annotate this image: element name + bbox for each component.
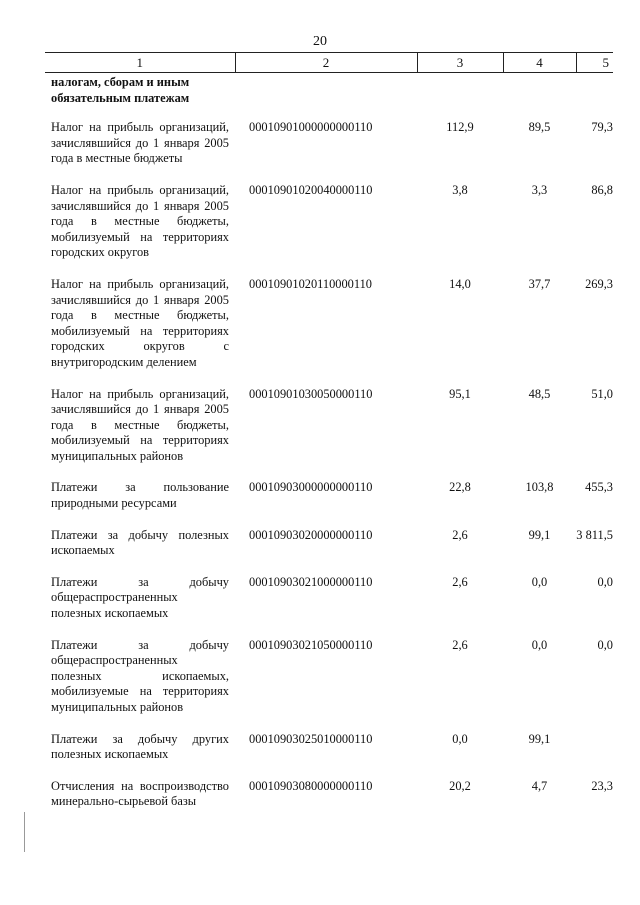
- row-value-3: 14,0: [449, 276, 471, 291]
- row-code: 00010903000000000110: [249, 480, 373, 495]
- table-row: [45, 387, 613, 481]
- column-header: 5: [576, 53, 613, 73]
- row-name: Платежи за добычу общераспространенных полезных ископаемых, мобилизуемые на территориях муниципальных районов: [51, 637, 229, 714]
- row-value-5: 455,3: [585, 480, 613, 495]
- row-value-5: 79,3: [591, 120, 613, 135]
- table-row: [45, 183, 613, 277]
- table-row: [45, 73, 613, 121]
- row-value-4: 4,7: [531, 778, 548, 793]
- row-value-3: 2,6: [452, 527, 468, 542]
- table-row: [45, 277, 613, 387]
- row-value-4: 3,3: [531, 182, 548, 197]
- row-code: 00010903021050000110: [249, 637, 373, 652]
- header-row: [45, 53, 613, 73]
- row-code: 00010901020040000110: [249, 182, 373, 197]
- row-value-4: 103,8: [525, 480, 554, 495]
- row-value-4: 0,0: [531, 637, 548, 652]
- row-value-4: 99,1: [528, 731, 551, 746]
- row-name: Налог на прибыль организаций, зачислявшийся до 1 января 2005 года в местные бюджеты, мобилизуемый на территориях городских округов с внутригородским делением: [51, 276, 229, 369]
- row-name: Платежи за добычу общераспространенных полезных ископаемых: [51, 574, 229, 621]
- row-value-5: [576, 73, 613, 121]
- row-value-3: 20,2: [449, 778, 471, 793]
- row-value-3: 3,8: [452, 182, 468, 197]
- row-value-4: 89,5: [528, 120, 551, 135]
- column-header: 3: [417, 53, 503, 73]
- row-value-4: 0,0: [531, 574, 548, 589]
- row-value-5: 51,0: [591, 386, 613, 401]
- row-value-5: 0,0: [597, 637, 613, 652]
- row-name: Налог на прибыль организаций, зачислявшийся до 1 января 2005 года в местные бюджеты, мобилизуемый на территориях муниципальных районов: [51, 386, 229, 463]
- row-code: 00010903021000000110: [249, 574, 373, 589]
- row-value-3: 95,1: [449, 386, 471, 401]
- row-value-5: [576, 732, 613, 779]
- row-value-5: 0,0: [597, 574, 613, 589]
- column-header: 1: [45, 53, 235, 73]
- row-name: Налог на прибыль организаций, зачислявшийся до 1 января 2005 года в местные бюджеты, мобилизуемый на территориях городских округов: [51, 182, 229, 260]
- row-value-5: 269,3: [585, 276, 613, 291]
- row-name: Отчисления на воспроизводство минерально-сырьевой базы: [51, 778, 229, 809]
- row-code: 00010903025010000110: [249, 731, 373, 746]
- row-value-3: 2,6: [452, 574, 468, 589]
- row-value-3: 0,0: [452, 731, 468, 746]
- table-row: [45, 575, 613, 638]
- row-name: Налог на прибыль организаций, зачислявшийся до 1 января 2005 года в местные бюджеты: [51, 120, 229, 166]
- page-number: 20: [313, 34, 327, 49]
- table-row: [45, 732, 613, 779]
- row-value-3: 2,6: [452, 637, 468, 652]
- row-code: 00010903080000000110: [249, 778, 373, 793]
- row-value-3: 22,8: [449, 480, 471, 495]
- row-code: 00010901000000000110: [249, 120, 373, 135]
- row-value-3: [417, 73, 503, 121]
- column-header: 4: [503, 53, 576, 73]
- table-row: [45, 638, 613, 732]
- row-code: 00010901020110000110: [249, 276, 372, 291]
- table-row: [45, 779, 613, 826]
- margin-mark: [24, 812, 25, 852]
- budget-table: [45, 52, 613, 826]
- row-value-5: 3 811,5: [576, 527, 613, 542]
- row-name: Платежи за добычу других полезных ископаемых: [51, 731, 229, 762]
- row-value-5: 86,8: [591, 182, 613, 197]
- row-code: [235, 73, 417, 121]
- row-name: Платежи за пользование природными ресурсами: [51, 480, 229, 511]
- table-row: [45, 480, 613, 527]
- row-value-4: 48,5: [528, 386, 551, 401]
- row-value-4: 99,1: [528, 527, 551, 542]
- row-value-3: 112,9: [446, 120, 474, 135]
- row-name: Платежи за добычу полезных ископаемых: [51, 527, 229, 558]
- row-value-5: 23,3: [591, 778, 613, 793]
- row-value-4: 37,7: [528, 276, 551, 291]
- row-code: 00010903020000000110: [249, 527, 373, 542]
- table-row: [45, 528, 613, 575]
- table-row: [45, 120, 613, 183]
- column-header: 2: [235, 53, 417, 73]
- row-value-4: [503, 73, 576, 121]
- row-name: налогам, сборам и иным обязательным платежам: [51, 75, 190, 105]
- row-code: 00010901030050000110: [249, 386, 373, 401]
